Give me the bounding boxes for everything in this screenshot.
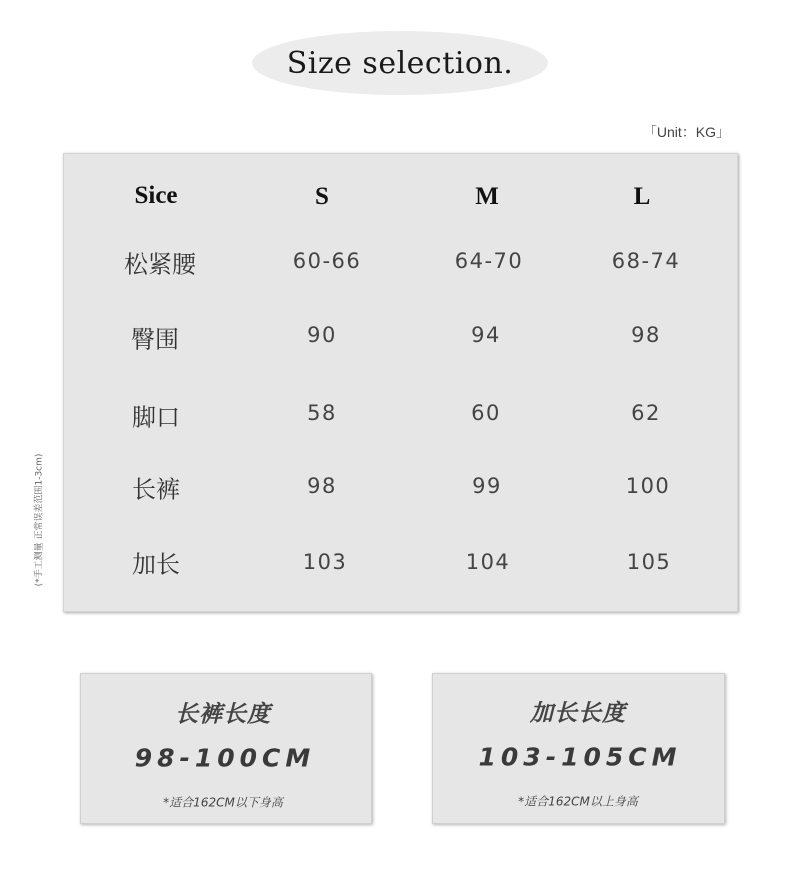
table-cell: 90 <box>307 323 337 347</box>
card-range: 98-100CM <box>134 743 316 773</box>
card-title: 长裤长度 <box>175 701 271 728</box>
row-label-extended: 加长 <box>132 550 180 579</box>
page-title: Size selection. <box>286 45 514 81</box>
table-cell: 104 <box>465 550 511 574</box>
table-cell: 58 <box>307 401 337 425</box>
extended-length-card <box>432 673 725 824</box>
table-cell: 98 <box>307 474 337 498</box>
title-banner <box>252 31 548 95</box>
row-label-hip: 臀围 <box>131 325 179 354</box>
table-cell: 64-70 <box>454 249 524 273</box>
row-label-hem: 脚口 <box>132 403 180 432</box>
table-cell: 94 <box>471 323 501 347</box>
size-table <box>63 153 738 612</box>
table-header-label: Sice <box>134 182 178 209</box>
unit-label: 「Unit：KG」 <box>642 124 730 140</box>
row-label-length: 长裤 <box>132 475 180 504</box>
table-cell: 100 <box>625 474 671 498</box>
table-cell: 62 <box>631 401 661 425</box>
row-label-waist: 松紧腰 <box>124 250 196 279</box>
column-header-m: M <box>475 183 499 210</box>
measurement-note: (*手工测量 正常误差范围1-3cm) <box>34 453 45 587</box>
table-cell: 60-66 <box>292 249 362 273</box>
table-cell: 98 <box>631 323 661 347</box>
regular-length-card <box>80 673 372 824</box>
column-header-s: S <box>315 183 329 210</box>
card-title: 加长长度 <box>530 700 626 727</box>
card-note: *适合162CM以下身高 <box>163 795 283 810</box>
card-note: *适合162CM以上身高 <box>518 794 638 809</box>
card-range: 103-105CM <box>478 742 682 772</box>
table-cell: 68-74 <box>611 249 681 273</box>
table-cell: 99 <box>472 474 502 498</box>
table-cell: 105 <box>626 550 672 574</box>
column-header-l: L <box>633 183 651 210</box>
table-cell: 60 <box>471 401 501 425</box>
table-cell: 103 <box>302 550 348 574</box>
